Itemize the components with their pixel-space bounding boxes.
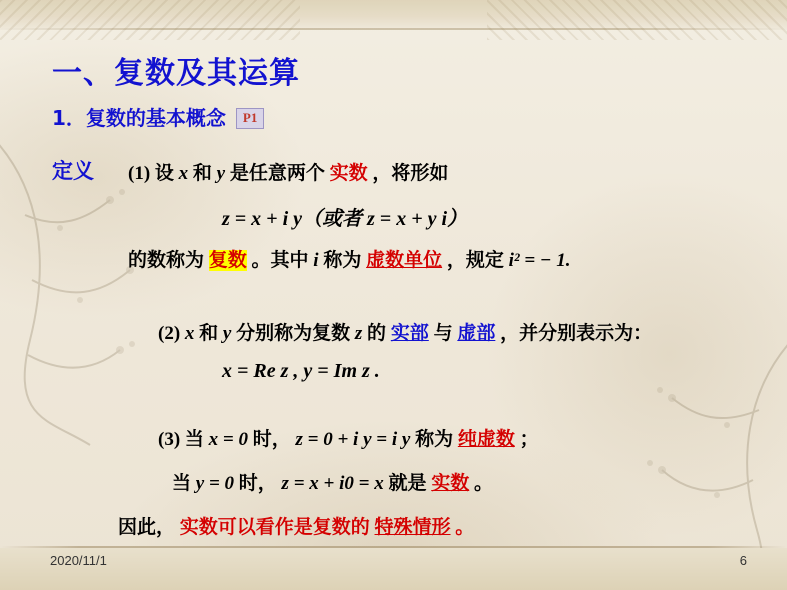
term-pure-imaginary: 纯虚数: [457, 429, 515, 450]
item2-suffix: ，并分别表示为：: [500, 323, 653, 344]
item3c-condition: y = 0: [195, 473, 235, 494]
footer-date: 2020/11/1: [50, 553, 107, 568]
item1-prefix: (1) 设: [128, 163, 174, 184]
conclusion-prefix: 因此，: [118, 517, 176, 538]
item1c-mid1: 。其中: [251, 250, 309, 271]
formula-definition-z: z = x + i y（或者 z = x + y i）: [222, 208, 468, 230]
item3c-prefix: 当: [172, 473, 192, 494]
item2-var-x: x: [184, 323, 195, 344]
item1c-mid3: ，规定: [446, 250, 504, 271]
term-special-case: 特殊情形: [374, 517, 451, 538]
conclusion-line: [118, 512, 474, 539]
item1-suffix: ，将形如: [372, 163, 449, 184]
item1c-prefix: 的数称为: [128, 250, 205, 271]
item3c-shi: 时，: [238, 473, 277, 494]
item1-conj: 和: [192, 163, 212, 184]
term-imaginary-unit: 虚数单位: [366, 250, 443, 271]
item1c-var-i: i: [313, 250, 319, 271]
item1-var-y: y: [216, 163, 226, 184]
item3c-middle: 就是: [388, 473, 427, 494]
slide-title: 一、复数及其运算: [52, 56, 300, 91]
term-real-part: 实部: [390, 323, 429, 344]
definition-item-1-cont: [128, 245, 570, 272]
item1-middle: 是任意两个: [229, 163, 325, 184]
definition-item-1: [128, 158, 448, 185]
item2-conj: 和: [199, 323, 219, 344]
definition-item-2: [158, 318, 652, 345]
slide-subtitle: [52, 102, 264, 131]
page-ref-badge[interactable]: P1: [236, 108, 264, 129]
item2-prefix: (2): [158, 323, 181, 344]
term-imaginary-part: 虚部: [457, 323, 496, 344]
item2-yu: 与: [433, 323, 453, 344]
item3-shi: 时，: [252, 429, 291, 450]
item3-middle: 称为: [415, 429, 454, 450]
formula-re-im: x = Re z , y = Im z .: [222, 360, 380, 382]
item2-middle: 分别称为复数: [236, 323, 351, 344]
item2-var-z: z: [354, 323, 363, 344]
item3-end: ；: [519, 429, 539, 450]
item1c-mid2: 称为: [323, 250, 362, 271]
item3-condition: x = 0: [208, 429, 248, 450]
formula-i-squared: i² = − 1.: [508, 250, 571, 271]
item2-var-y: y: [222, 323, 232, 344]
item1-term-real: 实数: [329, 163, 368, 184]
term-complex-number: 复数: [208, 250, 247, 271]
item2-de: 的: [367, 323, 387, 344]
formula-pure-imaginary: z = 0 + i y = i y: [295, 429, 411, 450]
item3-prefix: (3) 当: [158, 429, 204, 450]
conclusion-end: 。: [455, 517, 475, 538]
item3c-end: 。: [473, 473, 493, 494]
item1-var-x: x: [178, 163, 189, 184]
term-real-number: 实数: [431, 473, 470, 494]
definition-item-3-cont: [172, 468, 493, 495]
conclusion-main: 实数可以看作是复数的: [179, 517, 370, 538]
footer-band: [0, 548, 787, 590]
footer-page-number: 6: [739, 553, 747, 568]
subtitle-text: 1．复数的基本概念: [52, 106, 226, 130]
definition-item-3: [158, 424, 539, 451]
formula-real-case: z = x + i0 = x: [281, 473, 384, 494]
definition-label: 定义: [52, 159, 94, 183]
